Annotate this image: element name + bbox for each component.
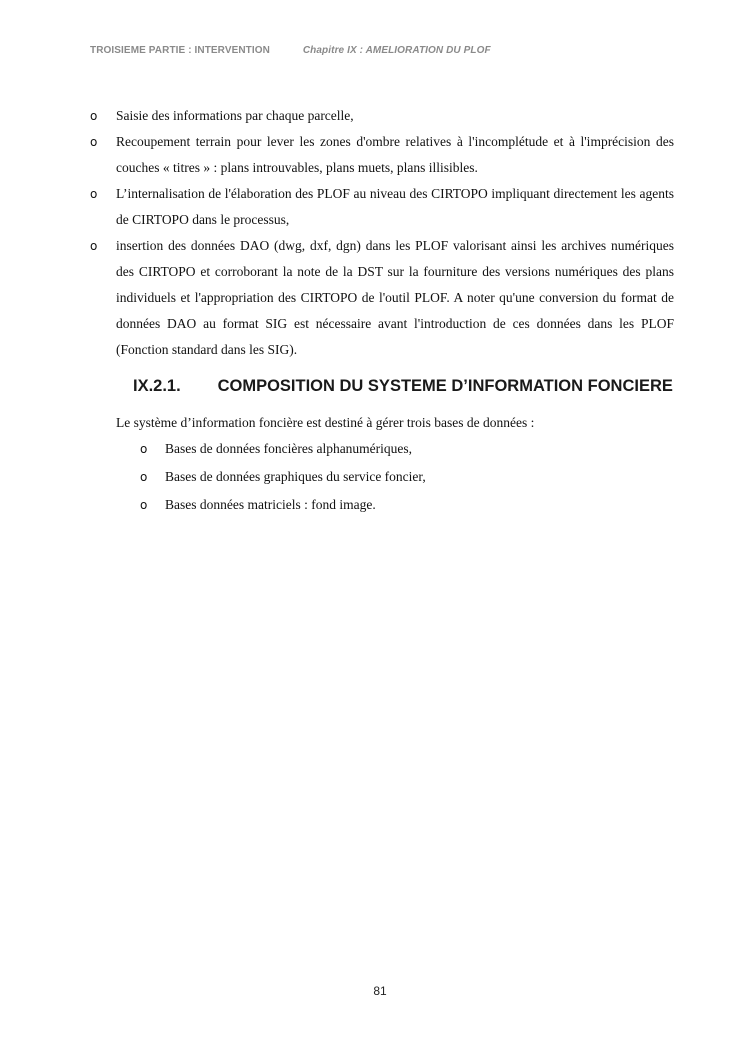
section-title: COMPOSITION DU SYSTEME D’INFORMATION FONCIERE [217,377,673,395]
bullet-list [90,103,674,363]
bullet-marker: o [140,442,148,456]
sub-list-item-text: Bases données matriciels : fond image. [165,497,376,512]
bullet-marker: o [140,498,148,512]
body-text [90,103,674,363]
bullet-marker: o [90,109,98,123]
list-item [90,233,674,363]
header-chapter: Chapitre IX : AMELIORATION DU PLOF [302,45,491,56]
page-number: 81 [373,984,387,998]
list-item-text: insertion des données DAO (dwg, dxf, dgn) dans les PLOF valorisant ainsi les archives numériques des CIRTOPO et corroborant la note de la DST sur la fourniture des versions numériques des plans individuels et l'appropriation des CIRTOPO de l'outil PLOF. A noter qu'une conversion du format de données DAO au format SIG est nécessaire avant l'introduction de ces données dans les PLOF (Fonction standard dans les SIG). [116,238,674,357]
bullet-marker: o [140,470,148,484]
sub-list-item [140,463,426,491]
sub-list-item-text: Bases de données foncières alphanumériques, [165,441,413,456]
sub-list-item-text: Bases de données graphiques du service foncier, [165,469,426,484]
list-item-text: Recoupement terrain pour lever les zones d'ombre relatives à l'incomplétude et à l'imprécision des couches « titres » : plans introuvables, plans muets, plans illisibles. [116,134,674,175]
list-item [90,129,674,181]
list-item-text: L’internalisation de l'élaboration des PLOF au niveau des CIRTOPO impliquant directement les agents de CIRTOPO dans le processus, [116,186,674,227]
header-part: TROISIEME PARTIE : INTERVENTION [90,45,270,56]
section-heading [133,377,673,396]
sub-bullet-list [140,435,426,519]
sub-list-item [140,491,426,519]
list-item [90,103,674,129]
bullet-marker: o [90,135,98,149]
bullet-marker: o [90,239,98,253]
section-number: IX.2.1. [133,377,181,395]
list-item-text: Saisie des informations par chaque parcelle, [116,108,354,123]
section-intro: Le système d’information foncière est destiné à gérer trois bases de données : [116,415,535,430]
bullet-marker: o [90,187,98,201]
list-item [90,181,674,233]
running-header [90,45,491,56]
sub-list-item [140,435,426,463]
